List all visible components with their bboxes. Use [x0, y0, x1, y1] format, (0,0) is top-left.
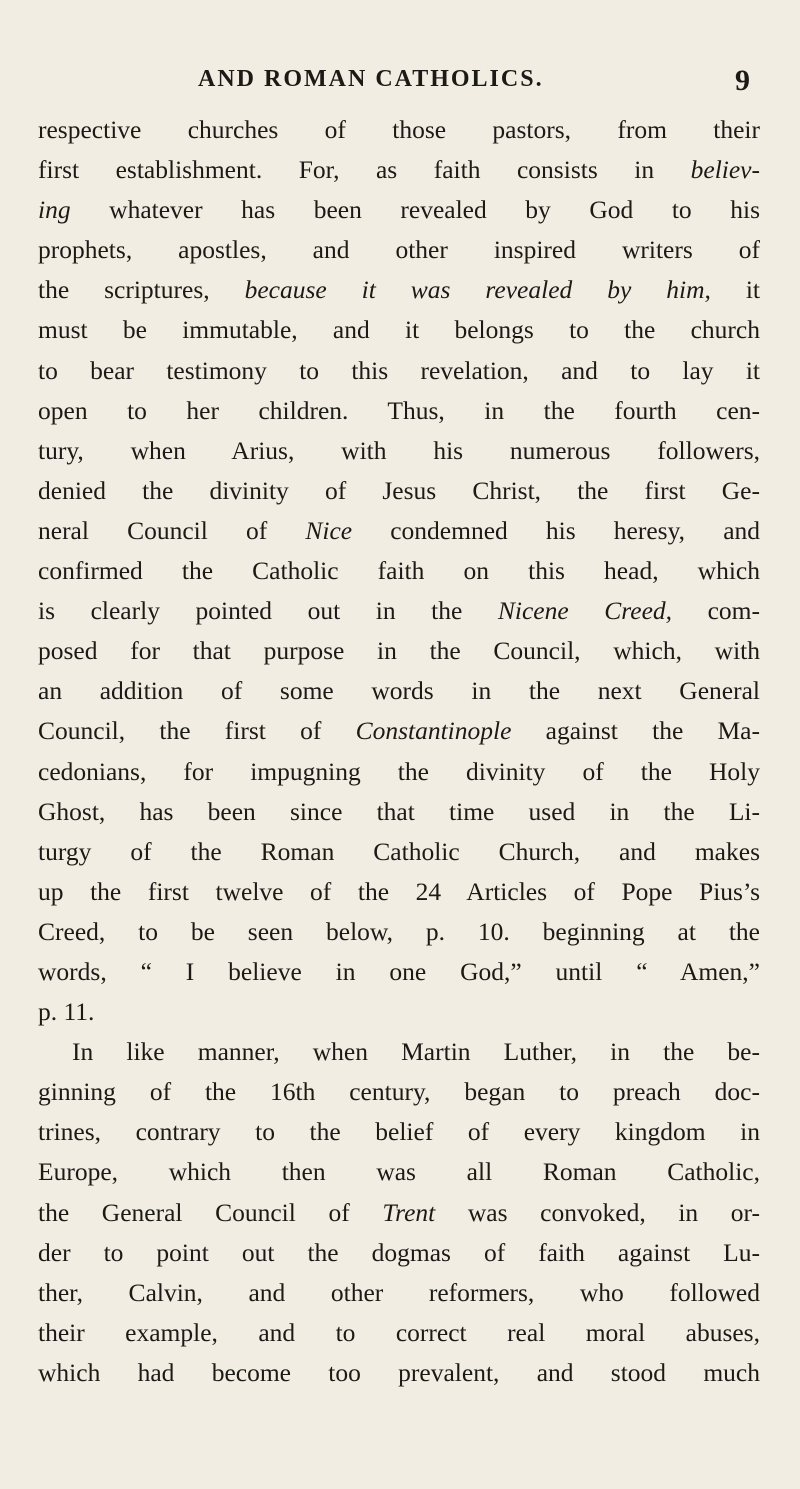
text-line: ginning of the 16th century, began to preach doc-	[38, 1077, 760, 1107]
paragraph-1	[38, 110, 760, 1032]
text-line: denied the divinity of Jesus Christ, the first Ge-	[38, 475, 760, 505]
text-line: turgy of the Roman Catholic Church, and makes	[38, 836, 760, 866]
text-line: cedonians, for impugning the divinity of the Holy	[38, 756, 760, 786]
text-line: the General Council of Trent was convoked, in or-	[38, 1197, 760, 1227]
paragraph-2	[38, 1032, 760, 1393]
text-line: trines, contrary to the belief of every kingdom in	[38, 1117, 760, 1147]
text-body	[38, 110, 760, 1393]
text-line: In like manner, when Martin Luther, in the be-	[72, 1037, 760, 1067]
text-line: the scriptures, because it was revealed by him, it	[38, 275, 760, 305]
text-line: to bear testimony to this revelation, and to lay it	[38, 355, 760, 385]
text-line: Ghost, has been since that time used in the Li-	[38, 796, 760, 826]
text-line: confirmed the Catholic faith on this head, which	[38, 556, 760, 586]
text-line: their example, and to correct real moral abuses,	[38, 1317, 760, 1347]
text-line: ther, Calvin, and other reformers, who followed	[38, 1277, 760, 1307]
page-header	[38, 66, 758, 106]
text-line: respective churches of those pastors, from their	[38, 115, 760, 144]
text-line: ing whatever has been revealed by God to his	[38, 195, 760, 225]
text-line: prophets, apostles, and other inspired writers of	[38, 235, 760, 265]
running-head: AND ROMAN CATHOLICS.	[198, 66, 544, 92]
text-line: tury, when Arius, with his numerous followers,	[38, 435, 760, 465]
page-number: 9	[735, 64, 750, 97]
text-line: which had become too prevalent, and stood much	[38, 1357, 760, 1387]
text-line: posed for that purpose in the Council, which, with	[38, 636, 760, 666]
text-line: Council, the first of Constantinople against the Ma-	[38, 716, 760, 746]
text-line: Europe, which then was all Roman Catholic,	[38, 1157, 760, 1187]
text-line: p. 11.	[38, 997, 95, 1027]
text-line: first establishment. For, as faith consists in believ-	[38, 155, 760, 185]
text-line: words, “ I believe in one God,” until “ Amen,”	[38, 956, 760, 986]
text-line: der to point out the dogmas of faith against Lu-	[38, 1237, 760, 1267]
text-line: open to her children. Thus, in the fourth cen-	[38, 395, 760, 425]
text-line: up the first twelve of the 24 Articles of Pope Pius’s	[38, 876, 760, 906]
text-line: neral Council of Nice condemned his heresy, and	[38, 515, 761, 545]
text-line: must be immutable, and it belongs to the church	[38, 315, 760, 345]
text-line: is clearly pointed out in the Nicene Creed, com-	[38, 596, 760, 626]
text-line: Creed, to be seen below, p. 10. beginning at the	[38, 916, 760, 946]
text-line: an addition of some words in the next General	[38, 676, 760, 706]
